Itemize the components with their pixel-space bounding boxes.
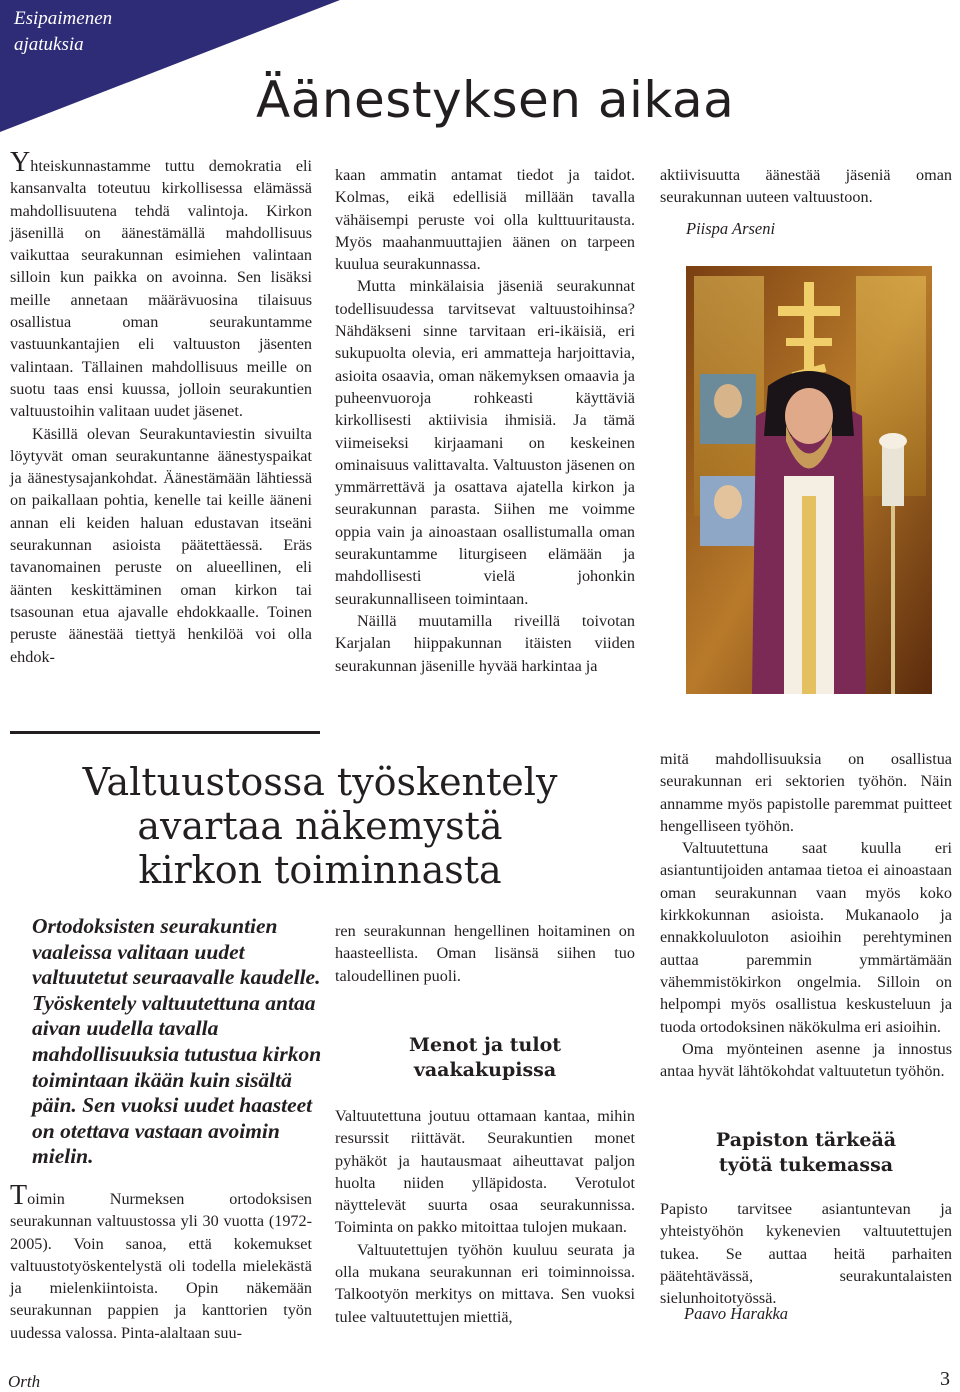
article2-lead: Ortodoksisten seurakuntien vaaleissa valitaan uudet valtuutetut seuraavalle kaudelle. Työskentely valtuutettuna antaa aivan uudella tavalla mahdollisuuksia tutustua kirkon toimintaan ikään kuin sisältä päin. Sen vuoksi uudet haasteet on otettava vastaan avoimin mielin. (32, 914, 322, 1169)
article2-paragraph-2: ren seurakunnan hengellinen hoitaminen on haasteellista. Oman lisänsä siihen tuo taloudellinen puoli. (335, 922, 635, 985)
article2-title-line-2: avartaa näkemystä (137, 804, 503, 848)
portrait-illustration (686, 266, 932, 694)
article1-paragraph-6: aktiivisuutta äänestää jäseniä oman seurakunnan uuteen valtuustoon. (660, 166, 952, 207)
article2-signature: Paavo Harakka (684, 1304, 789, 1323)
kicker-line-1: Esipaimenen (14, 8, 113, 29)
subhead-2-line-1: Papiston tärkeää (715, 1129, 897, 1151)
article2-paragraph-5: mitä mahdollisuuksia on osallistua seurakunnan eri sektorien työhön. Näin annamme myös papistolle paremmat puitteet hengelliseen työhön. (660, 750, 952, 835)
article1-column-2 (335, 164, 635, 677)
article2-column-2-bottom (335, 1105, 635, 1328)
article1-paragraph-5: Näillä muutamilla riveillä toivotan Karjalan hiippakunnan itäisten viiden seurakunnan jäsenille hyvää harkintaa ja (335, 611, 635, 675)
article2-title-line-1: Valtuustossa työskentely (82, 760, 558, 804)
article2-column-3-bottom (660, 1198, 952, 1309)
subhead-2-line-2: työtä tukemassa (718, 1154, 894, 1176)
page-number: 3 (940, 1368, 950, 1390)
article1-paragraph-3: kaan ammatin antamat tiedot ja taidot. Kolmas, eikä edellisiä millään tavalla vähäisempi peruste voi olla kulttuuritausta. Myös maahanmuuttajien äänen on tarpeen kuulua seurakunnassa. (335, 166, 635, 274)
subhead-costs-income (335, 1033, 635, 1083)
article2-column-1 (10, 1180, 312, 1344)
article2-column-3-top (660, 748, 952, 1082)
publication-logo: Orth (8, 1372, 41, 1391)
subhead-1-line-2: vaakakupissa (413, 1059, 557, 1081)
dropcap-2: T (10, 1180, 28, 1211)
portrait-photo (686, 266, 932, 694)
article2-title-line-3: kirkon toiminnasta (138, 848, 502, 892)
dropcap: Y (10, 147, 31, 178)
article1-column-3 (660, 164, 952, 209)
article1-paragraph-2: Käsillä olevan Seurakuntaviestin sivuilta löytyvät oman seurakuntanne äänestyspaikat ja äänestysajankohdat. Äänestämään lähtiessä on paikallaan pohtia, kenelle tai keille ääneni annan eli keiden haluan edustavan itseäni seurakunnan asioista päätettäessä. Eräs tavanomainen peruste on alueellinen, eli äänten keskittäminen oman kirkon tai tsasounan etua ajavalle ehdokkaalle. Toinen peruste äänestää tiettyä henkilöä voi olla ehdok- (10, 424, 312, 666)
article1-column-1 (10, 147, 312, 668)
article-title: Äänestyksen aikaa (256, 71, 735, 129)
article2-paragraph-8: Papisto tarvitsee asiantuntevan ja yhteistyöhön kykenevien valtuutettujen tukea. Se auttaa heitä parhaiten päätehtävässä, seurakuntalaisten sielunhoitotyössä. (660, 1200, 952, 1308)
article1-signature: Piispa Arseni (686, 219, 776, 238)
article2-paragraph-3: Valtuutettuna joutuu ottamaan kantaa, mihin resurssit riittävät. Seurakuntien monet pyhäköt ja hautausmaat aiheuttavat paljon huolta niiden ylläpidosta. Verotulot näyttelevät suurta osaa seurakunnissa. Toiminta on pakko mitoittaa tulojen mukaan. (335, 1107, 635, 1237)
article2-paragraph-7: Oma myönteinen asenne ja innostus antaa hyvät lähtökohdat valtuutetun työhön. (660, 1039, 952, 1081)
article2-paragraph-6: Valtuutettuna saat kuulla eri asiantuntijoiden antamaa tietoa ei ainoastaan oman seurakunnan vaan myös koko kirkkokunnan asioista. Mukanaolo ja ennakkoluuloton asioihin perehtyminen auttaa paremmin ymmärtämään vähemmistökirkon ongelmia. Silloin on helpompi myös osallistua keskusteluun ja tuoda ortodoksinen näkökulma eri asioihin. (660, 839, 952, 1036)
article2-paragraph-1: oimin Nurmeksen ortodoksisen seurakunnan valtuustossa yli 30 vuotta (1972-2005). Voin sanoa, että kokemukset valtuustotyöskentelystä oli todella mielekästä ja mielenkiintoista. Opin näkemään seurakunnan pappien ja kanttorien työn uudessa valossa. Pinta-alaltaan suu- (10, 1190, 312, 1342)
kicker-line-2: ajatuksia (14, 34, 84, 55)
article2-column-2-top (335, 920, 635, 987)
subhead-1-line-1: Menot ja tulot (408, 1034, 562, 1056)
article1-paragraph-1: hteiskunnastamme tuttu demokratia eli kansanvalta toteutuu kirkollisessa elämässä mahdollisuutena tehdä valintoja. Kirkon jäsenillä on äänestämällä mahdollisuus vaikuttaa seurakunnan esimiehen valintaan silloin kun paikka on avoinna. Sen lisäksi meille annetaan määrävuosina tilaisuus osallistua oman seurakuntamme vastuunkantajien eli valtuuston jäsenten valintaan. Tällainen mahdollisuus meille on suotu taas ensi kuussa, jolloin seurakuntien valtuustoihin valitaan uudet jäsenet. (10, 157, 312, 421)
article2-paragraph-4: Valtuutettujen työhön kuuluu seurata ja olla mukana seurakunnan eri toiminnoissa. Talkootyön merkitys on mittava. Sen vuoksi tulee valtuutettujen miettiä, (335, 1240, 635, 1326)
section-kicker (14, 6, 112, 58)
subhead-clergy-support (660, 1128, 952, 1178)
article1-paragraph-4: Mutta minkälaisia jäseniä seurakunnat todellisuudessa tarvitsevat valtuustoihinsa? Nähdäkseni sinne tarvitaan eri-ikäisiä, eri sukupuolta olevia, eri ammatteja harjoittavia, asioita osaavia, oman näkemyksen omaavia ja puheenvuoroja rohkeasti käyttäviä kirkollisesti aktiivisia ihmisiä. Ja tämä viimeiseksi kirjaamani on keskeinen ominaisuus valittavalta. Valtuuston jäsenen on ymmärrettävä ja osattava ajatella kirkon ja seurakunnan parasta. Siihen me voimme oppia vain ja ainoastaan osallistumalla oman seurakuntamme liturgiseen elämään ja mahdollisesti vielä johonkin seurakunnalliseen toimintaan. (335, 277, 635, 608)
article-divider (10, 731, 320, 734)
article2-title (20, 760, 620, 892)
